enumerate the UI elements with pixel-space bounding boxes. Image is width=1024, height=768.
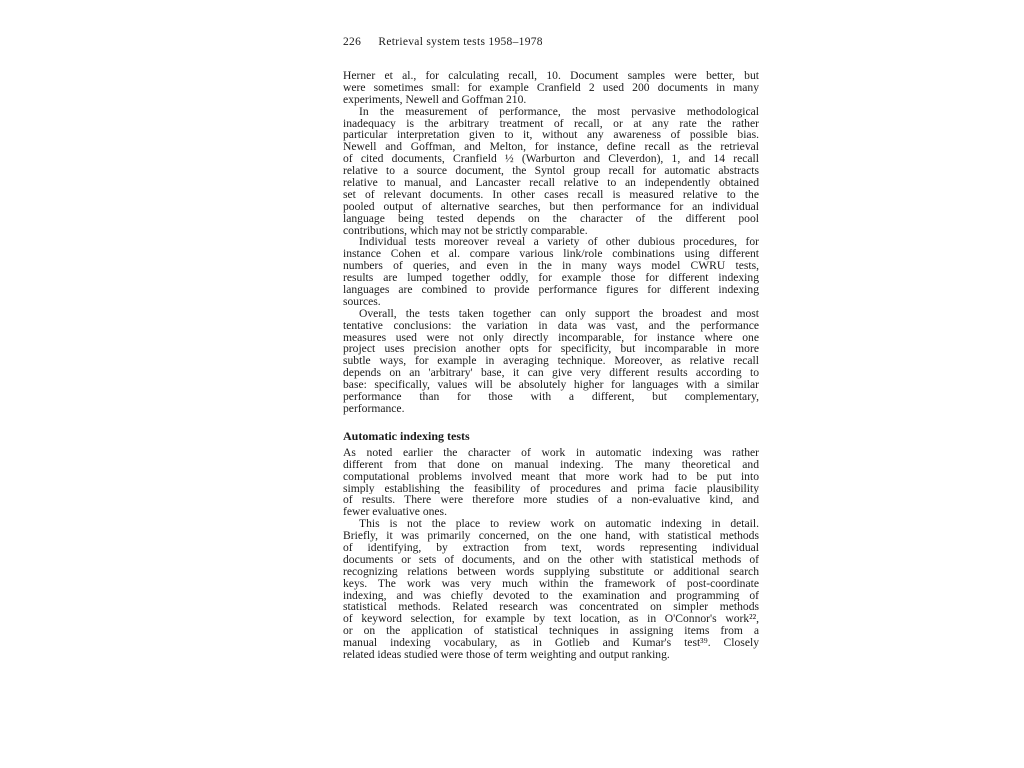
text-line: results are lumped together oddly, for example those for different indexing: [343, 272, 759, 285]
text-line: performance.: [343, 402, 405, 415]
text-line: fewer evaluative ones.: [343, 506, 447, 519]
text-line: Overall, the tests taken together can only support the broadest and most: [359, 307, 759, 320]
section-gap: [343, 415, 759, 429]
text-line: recognizing relations between words supplying substitute or additional search: [343, 565, 759, 578]
body-text: [343, 70, 759, 661]
paragraph: [343, 236, 759, 307]
section-automatic-indexing: [343, 447, 759, 661]
text-line: indexing, and was chiefly devoted to the examination and programming of: [343, 589, 759, 602]
text-line: pooled output of alternative searches, but then performance for an individual: [343, 200, 759, 213]
text-line: set of relevant documents. In other cases recall is measured relative to the: [343, 188, 759, 201]
section-heading: Automatic indexing tests: [343, 428, 470, 443]
text-line: In the measurement of performance, the most pervasive methodological: [359, 105, 759, 118]
paragraph: [343, 308, 759, 415]
text-line: languages are combined to provide performance figures for different indexing: [343, 284, 759, 296]
text-line: Newell and Goffman, and Melton, for instance, define recall as the retrieval: [343, 141, 759, 154]
paragraph: [343, 518, 759, 661]
paragraph: [343, 106, 759, 237]
text-line: of identifying, by extraction from text, words representing individual: [343, 541, 759, 554]
text-line: of cited documents, Cranfield ½ (Warburton and Cleverdon), 1, and 14 recall: [343, 153, 759, 166]
text-line: different from that done on manual indexing. The many theoretical and: [343, 458, 759, 471]
text-line: documents or sets of documents, and on the other with statistical methods of: [343, 553, 759, 566]
text-line: Herner et al., for calculating recall, 10. Document samples were better, but: [343, 70, 759, 82]
text-line: relative to manual, and Lancaster recall relative to an independently obtained: [343, 177, 759, 189]
text-line: Individual tests moreover reveal a variety of other dubious procedures, for: [359, 236, 759, 249]
text-line: related ideas studied were those of term weighting and output ranking.: [343, 648, 670, 661]
text-line: sources.: [343, 295, 381, 308]
text-line: relative to a source document, the Syntol group recall for automatic abstracts: [343, 165, 759, 178]
paragraph: [343, 70, 759, 106]
paragraph: [343, 447, 759, 518]
text-line: experiments, Newell and Goffman 210.: [343, 93, 527, 106]
text-line: base: specifically, values will be absolutely higher for languages with a similar: [343, 379, 759, 392]
section-intro: [343, 70, 759, 415]
text-line: performance than for those with a different, but complementary,: [343, 391, 759, 403]
text-line: measures used were not only directly incomparable, for instance where one: [343, 331, 759, 344]
text-line: manual indexing vocabulary, as in Gotlieb and Kumar's test³⁹. Closely: [343, 637, 759, 649]
text-line: instance Cohen et al. compare various link/role combinations using different: [343, 248, 759, 261]
text-line: computational problems involved meant that more work had to be put into: [343, 470, 759, 483]
text-line: or on the application of statistical techniques in assigning items from a: [343, 625, 759, 638]
text-line: statistical methods. Related research was concentrated on simpler methods: [343, 601, 759, 614]
text-line: tentative conclusions: the variation in data was vast, and the performance: [343, 319, 759, 332]
text-line: depends on an 'arbitrary' base, it can give very different results according to: [343, 367, 759, 380]
running-title: Retrieval system tests 1958–1978: [378, 36, 543, 48]
text-line: This is not the place to review work on automatic indexing in detail.: [359, 518, 759, 531]
text-line: numbers of queries, and even in the in many ways model CWRU tests,: [343, 260, 759, 273]
page-number: 226: [343, 36, 362, 48]
text-line: of keyword selection, for example by text location, as in O'Connor's work²²,: [343, 613, 759, 626]
text-line: language being tested depends on the character of the different pool: [343, 212, 759, 225]
text-line: As noted earlier the character of work in automatic indexing was rather: [343, 446, 759, 459]
text-line: simply establishing the feasibility of procedures and prima facie plausibility: [343, 482, 759, 495]
text-line: Briefly, it was primarily concerned, on the one hand, with statistical methods: [343, 530, 759, 542]
text-line: of results. There were therefore more studies of a non-evaluative kind, and: [343, 494, 759, 507]
text-line: were sometimes small: for example Cranfield 2 used 200 documents in many: [343, 81, 759, 94]
running-header: [343, 36, 543, 48]
text-line: subtle ways, for example in averaging technique. Moreover, as relative recall: [343, 355, 759, 368]
text-line: project uses precision another opts for specificity, but incomparable in more: [343, 343, 759, 356]
text-line: contributions, which may not be strictly comparable.: [343, 224, 588, 237]
text-line: particular interpretation given to it, without any awareness of possible bias.: [343, 129, 759, 142]
text-line: keys. The work was very much within the framework of post-coordinate: [343, 577, 759, 590]
text-line: inadequacy is the arbitrary treatment of recall, or at any rate the rather: [343, 117, 759, 130]
